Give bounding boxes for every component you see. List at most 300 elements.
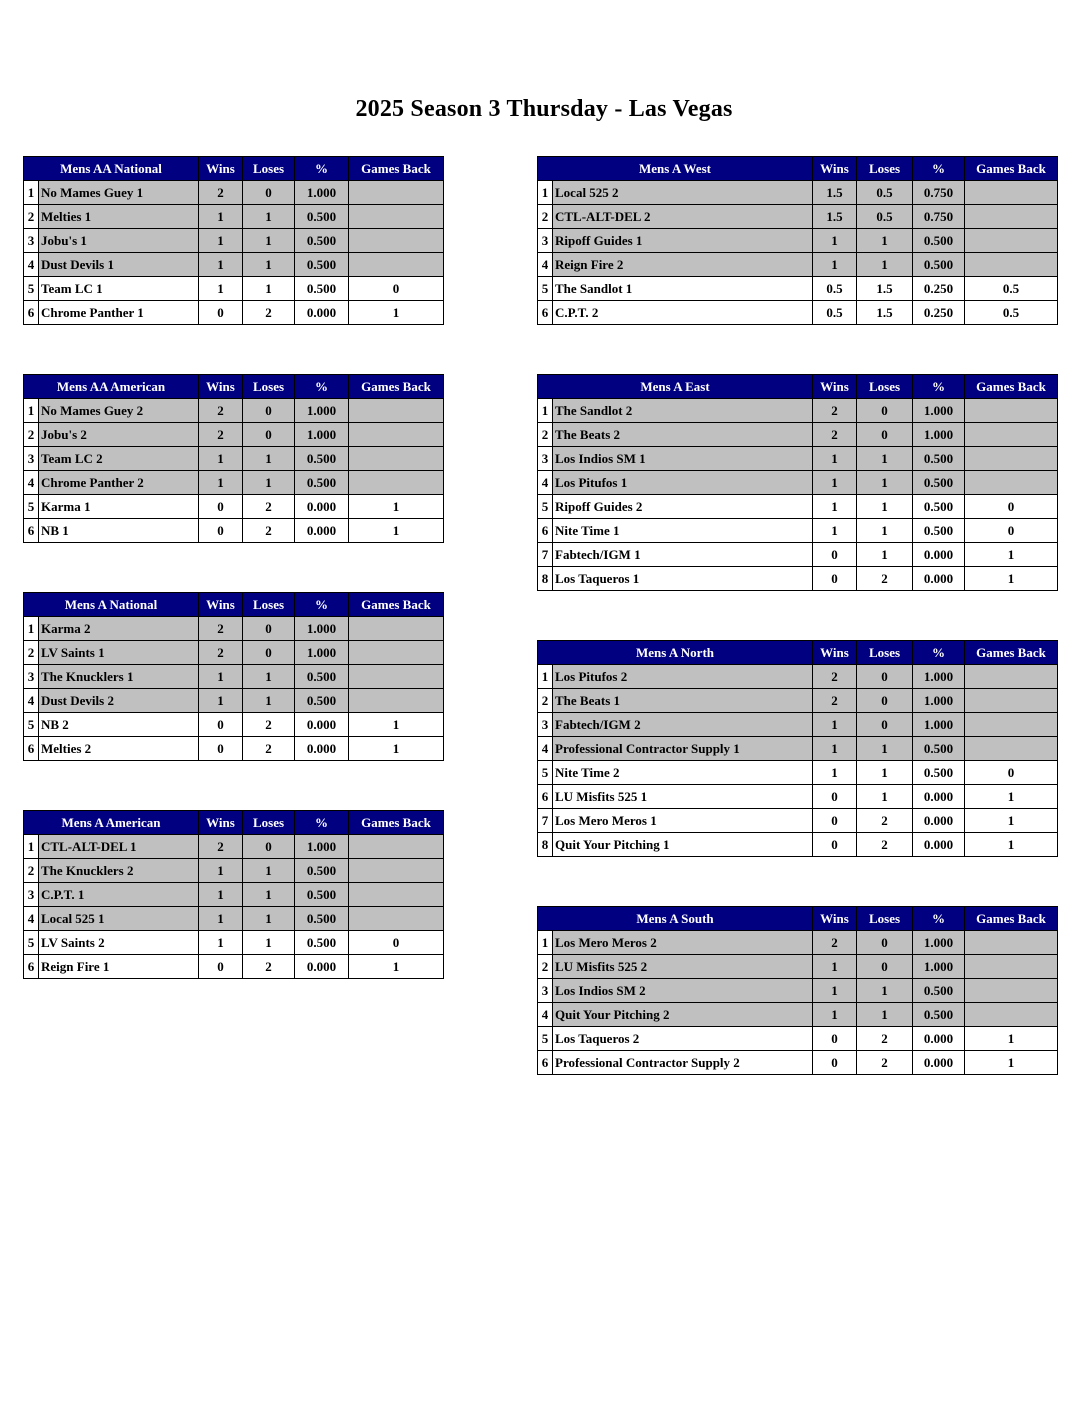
pct-cell: 0.000	[295, 495, 349, 519]
team-row	[538, 785, 1058, 809]
games-back-cell	[349, 641, 444, 665]
team-name-cell: The Knucklers 1	[39, 665, 199, 689]
games-back-cell: 1	[349, 495, 444, 519]
games-back-cell: 0	[965, 495, 1058, 519]
pct-cell: 1.000	[295, 617, 349, 641]
team-row	[24, 641, 444, 665]
pct-column-header: %	[295, 375, 349, 399]
wins-column-header: Wins	[199, 593, 243, 617]
games-back-cell	[349, 689, 444, 713]
loses-cell: 0	[857, 399, 913, 423]
team-name-cell: Karma 2	[39, 617, 199, 641]
games-back-cell	[349, 205, 444, 229]
games-back-cell: 0	[965, 519, 1058, 543]
games-back-column-header: Games Back	[965, 157, 1058, 181]
wins-column-header: Wins	[813, 641, 857, 665]
standings-table-mens-aa-national	[23, 156, 444, 325]
wins-cell: 0	[199, 737, 243, 761]
team-row	[538, 495, 1058, 519]
tables-layout	[23, 156, 1088, 1124]
pct-cell: 1.000	[295, 181, 349, 205]
games-back-cell	[349, 471, 444, 495]
pct-column-header: %	[913, 907, 965, 931]
team-name-cell: Quit Your Pitching 1	[553, 833, 813, 857]
team-row	[24, 495, 444, 519]
wins-column-header: Wins	[813, 157, 857, 181]
team-row	[24, 253, 444, 277]
loses-cell: 1	[857, 519, 913, 543]
team-row	[538, 519, 1058, 543]
wins-cell: 1	[199, 205, 243, 229]
pct-column-header: %	[295, 593, 349, 617]
loses-cell: 0	[243, 835, 295, 859]
rank-cell: 3	[538, 229, 553, 253]
rank-cell: 5	[538, 277, 553, 301]
pct-cell: 0.500	[913, 471, 965, 495]
team-name-cell: CTL-ALT-DEL 2	[553, 205, 813, 229]
rank-cell: 4	[538, 737, 553, 761]
team-row	[538, 301, 1058, 325]
games-back-column-header: Games Back	[965, 641, 1058, 665]
header-row	[538, 375, 1058, 399]
wins-cell: 1	[199, 689, 243, 713]
team-row	[24, 205, 444, 229]
team-name-cell: Dust Devils 2	[39, 689, 199, 713]
wins-cell: 0	[199, 495, 243, 519]
rank-cell: 5	[24, 931, 39, 955]
games-back-column-header: Games Back	[965, 375, 1058, 399]
wins-cell: 1	[813, 713, 857, 737]
pct-cell: 1.000	[913, 689, 965, 713]
games-back-cell	[965, 665, 1058, 689]
team-row	[538, 979, 1058, 1003]
rank-cell: 8	[538, 567, 553, 591]
pct-cell: 1.000	[913, 423, 965, 447]
pct-cell: 0.000	[295, 955, 349, 979]
rank-cell: 1	[538, 399, 553, 423]
pct-cell: 0.500	[295, 447, 349, 471]
loses-cell: 2	[243, 301, 295, 325]
games-back-cell: 1	[965, 809, 1058, 833]
wins-cell: 0	[813, 785, 857, 809]
pct-cell: 0.500	[295, 883, 349, 907]
pct-cell: 0.500	[295, 665, 349, 689]
pct-cell: 0.000	[913, 567, 965, 591]
loses-cell: 1	[857, 737, 913, 761]
wins-column-header: Wins	[199, 811, 243, 835]
team-row	[24, 617, 444, 641]
wins-cell: 1	[199, 277, 243, 301]
pct-cell: 0.500	[913, 495, 965, 519]
team-row	[538, 423, 1058, 447]
wins-cell: 1	[813, 761, 857, 785]
games-back-cell: 1	[965, 1027, 1058, 1051]
games-back-cell	[965, 205, 1058, 229]
games-back-cell: 1	[965, 543, 1058, 567]
loses-cell: 1	[857, 253, 913, 277]
rank-cell: 6	[24, 301, 39, 325]
team-name-cell: Reign Fire 2	[553, 253, 813, 277]
loses-column-header: Loses	[243, 811, 295, 835]
team-row	[538, 737, 1058, 761]
pct-cell: 0.500	[913, 1003, 965, 1027]
games-back-cell: 1	[349, 737, 444, 761]
loses-column-header: Loses	[243, 593, 295, 617]
rank-cell: 1	[24, 835, 39, 859]
rank-cell: 2	[24, 641, 39, 665]
pct-cell: 0.000	[913, 1051, 965, 1075]
rank-cell: 3	[24, 883, 39, 907]
team-name-cell: Quit Your Pitching 2	[553, 1003, 813, 1027]
games-back-cell: 1	[965, 1051, 1058, 1075]
wins-cell: 1	[813, 229, 857, 253]
loses-cell: 0	[243, 399, 295, 423]
rank-cell: 6	[538, 519, 553, 543]
rank-cell: 1	[24, 399, 39, 423]
team-name-cell: LV Saints 2	[39, 931, 199, 955]
team-name-cell: LU Misfits 525 1	[553, 785, 813, 809]
pct-cell: 0.500	[295, 689, 349, 713]
wins-cell: 0	[813, 833, 857, 857]
pct-cell: 1.000	[295, 423, 349, 447]
rank-cell: 3	[24, 229, 39, 253]
team-name-cell: The Beats 2	[553, 423, 813, 447]
team-row	[538, 1027, 1058, 1051]
loses-cell: 2	[243, 955, 295, 979]
team-name-cell: Professional Contractor Supply 1	[553, 737, 813, 761]
games-back-cell: 0.5	[965, 301, 1058, 325]
rank-cell: 5	[24, 277, 39, 301]
games-back-cell	[349, 665, 444, 689]
loses-cell: 2	[857, 809, 913, 833]
loses-cell: 1	[857, 495, 913, 519]
pct-cell: 0.500	[913, 447, 965, 471]
team-row	[24, 665, 444, 689]
header-row	[24, 593, 444, 617]
rank-cell: 4	[24, 471, 39, 495]
rank-cell: 3	[24, 447, 39, 471]
team-row	[538, 833, 1058, 857]
rank-cell: 4	[538, 1003, 553, 1027]
rank-cell: 3	[24, 665, 39, 689]
pct-cell: 0.000	[913, 543, 965, 567]
pct-cell: 0.000	[295, 519, 349, 543]
loses-cell: 1	[857, 1003, 913, 1027]
team-row	[24, 519, 444, 543]
loses-cell: 2	[857, 1027, 913, 1051]
team-name-cell: Jobu's 1	[39, 229, 199, 253]
pct-cell: 1.000	[913, 955, 965, 979]
loses-cell: 0	[243, 617, 295, 641]
team-name-cell: Los Mero Meros 1	[553, 809, 813, 833]
standings-table-mens-a-south	[537, 906, 1058, 1075]
rank-cell: 7	[538, 543, 553, 567]
pct-cell: 1.000	[913, 713, 965, 737]
rank-cell: 1	[24, 181, 39, 205]
pct-cell: 0.750	[913, 205, 965, 229]
header-row	[538, 907, 1058, 931]
pct-cell: 0.500	[295, 253, 349, 277]
team-row	[24, 713, 444, 737]
loses-cell: 2	[243, 737, 295, 761]
rank-cell: 6	[24, 955, 39, 979]
games-back-cell	[965, 931, 1058, 955]
rank-cell: 4	[24, 689, 39, 713]
wins-cell: 1	[813, 471, 857, 495]
wins-cell: 2	[199, 399, 243, 423]
loses-cell: 1	[243, 205, 295, 229]
wins-cell: 0	[813, 567, 857, 591]
pct-cell: 0.500	[913, 979, 965, 1003]
team-row	[24, 737, 444, 761]
rank-cell: 6	[538, 785, 553, 809]
loses-column-header: Loses	[243, 375, 295, 399]
games-back-cell	[349, 447, 444, 471]
team-row	[538, 399, 1058, 423]
loses-cell: 1	[857, 761, 913, 785]
team-row	[538, 277, 1058, 301]
rank-cell: 7	[538, 809, 553, 833]
team-name-cell: Team LC 1	[39, 277, 199, 301]
rank-cell: 5	[538, 1027, 553, 1051]
team-name-cell: Chrome Panther 2	[39, 471, 199, 495]
team-name-cell: Los Taqueros 1	[553, 567, 813, 591]
standings-table-mens-a-west	[537, 156, 1058, 325]
games-back-cell	[349, 229, 444, 253]
wins-cell: 1	[813, 519, 857, 543]
rank-cell: 1	[538, 181, 553, 205]
games-back-cell	[349, 399, 444, 423]
wins-cell: 2	[813, 423, 857, 447]
pct-cell: 0.500	[295, 907, 349, 931]
pct-cell: 0.500	[913, 253, 965, 277]
wins-cell: 1	[199, 447, 243, 471]
loses-cell: 1	[243, 447, 295, 471]
team-row	[24, 399, 444, 423]
team-name-cell: Team LC 2	[39, 447, 199, 471]
team-name-cell: Karma 1	[39, 495, 199, 519]
team-row	[538, 955, 1058, 979]
pct-cell: 1.000	[295, 835, 349, 859]
standings-table-mens-a-north	[537, 640, 1058, 857]
loses-column-header: Loses	[857, 157, 913, 181]
games-back-cell	[349, 859, 444, 883]
pct-column-header: %	[913, 375, 965, 399]
wins-cell: 2	[199, 835, 243, 859]
rank-cell: 2	[538, 689, 553, 713]
wins-cell: 2	[199, 641, 243, 665]
loses-cell: 0	[857, 931, 913, 955]
wins-cell: 1	[813, 979, 857, 1003]
loses-cell: 0.5	[857, 181, 913, 205]
games-back-cell	[965, 689, 1058, 713]
rank-cell: 5	[24, 713, 39, 737]
team-row	[538, 181, 1058, 205]
team-name-cell: Melties 1	[39, 205, 199, 229]
games-back-cell	[965, 181, 1058, 205]
pct-cell: 0.000	[913, 809, 965, 833]
rank-cell: 1	[538, 665, 553, 689]
wins-cell: 1	[199, 907, 243, 931]
team-row	[24, 229, 444, 253]
games-back-cell	[349, 181, 444, 205]
games-back-cell	[349, 423, 444, 447]
header-row	[538, 641, 1058, 665]
team-name-cell: CTL-ALT-DEL 1	[39, 835, 199, 859]
wins-cell: 1	[813, 495, 857, 519]
loses-cell: 1	[243, 931, 295, 955]
loses-cell: 1	[857, 471, 913, 495]
rank-cell: 2	[538, 205, 553, 229]
pct-cell: 0.500	[295, 205, 349, 229]
team-row	[24, 883, 444, 907]
team-name-cell: Fabtech/IGM 1	[553, 543, 813, 567]
standings-table-mens-a-east	[537, 374, 1058, 591]
team-row	[24, 689, 444, 713]
team-row	[538, 543, 1058, 567]
loses-cell: 1	[243, 665, 295, 689]
pct-cell: 0.250	[913, 301, 965, 325]
games-back-cell	[965, 1003, 1058, 1027]
wins-cell: 2	[813, 931, 857, 955]
rank-cell: 6	[24, 519, 39, 543]
wins-cell: 1	[199, 665, 243, 689]
games-back-cell	[965, 229, 1058, 253]
team-row	[538, 253, 1058, 277]
rank-cell: 3	[538, 713, 553, 737]
team-name-cell: The Sandlot 2	[553, 399, 813, 423]
loses-cell: 1	[243, 859, 295, 883]
left-column	[23, 156, 443, 1028]
team-name-cell: Professional Contractor Supply 2	[553, 1051, 813, 1075]
pct-cell: 1.000	[295, 641, 349, 665]
team-row	[538, 471, 1058, 495]
pct-cell: 1.000	[913, 399, 965, 423]
games-back-cell: 1	[349, 955, 444, 979]
rank-cell: 3	[538, 447, 553, 471]
team-row	[24, 181, 444, 205]
loses-cell: 1.5	[857, 277, 913, 301]
games-back-cell	[965, 737, 1058, 761]
loses-cell: 1	[857, 447, 913, 471]
team-name-cell: Ripoff Guides 2	[553, 495, 813, 519]
wins-cell: 0	[813, 1027, 857, 1051]
team-name-cell: C.P.T. 2	[553, 301, 813, 325]
wins-cell: 0	[813, 1051, 857, 1075]
wins-column-header: Wins	[199, 375, 243, 399]
division-title: Mens A National	[24, 593, 199, 617]
wins-cell: 1	[199, 471, 243, 495]
team-name-cell: LU Misfits 525 2	[553, 955, 813, 979]
rank-cell: 2	[538, 955, 553, 979]
team-name-cell: Dust Devils 1	[39, 253, 199, 277]
pct-cell: 0.500	[295, 229, 349, 253]
loses-column-header: Loses	[857, 375, 913, 399]
loses-cell: 0.5	[857, 205, 913, 229]
wins-column-header: Wins	[813, 375, 857, 399]
loses-cell: 1	[243, 471, 295, 495]
pct-cell: 1.000	[913, 931, 965, 955]
right-column	[537, 156, 1057, 1124]
team-row	[538, 713, 1058, 737]
team-name-cell: Jobu's 2	[39, 423, 199, 447]
pct-cell: 0.000	[913, 1027, 965, 1051]
team-row	[538, 665, 1058, 689]
header-row	[24, 811, 444, 835]
loses-cell: 0	[243, 641, 295, 665]
pct-cell: 0.500	[913, 229, 965, 253]
pct-cell: 0.500	[295, 277, 349, 301]
team-row	[24, 423, 444, 447]
division-title: Mens AA National	[24, 157, 199, 181]
team-row	[24, 907, 444, 931]
team-row	[538, 205, 1058, 229]
games-back-cell: 1	[965, 567, 1058, 591]
games-back-cell	[349, 883, 444, 907]
team-row	[24, 955, 444, 979]
games-back-column-header: Games Back	[965, 907, 1058, 931]
team-name-cell: Los Pitufos 1	[553, 471, 813, 495]
page-title: 2025 Season 3 Thursday - Las Vegas	[355, 96, 733, 122]
pct-cell: 1.000	[913, 665, 965, 689]
wins-cell: 0	[199, 301, 243, 325]
team-name-cell: Nite Time 1	[553, 519, 813, 543]
loses-cell: 1	[243, 253, 295, 277]
rank-cell: 1	[538, 931, 553, 955]
loses-cell: 1	[857, 785, 913, 809]
team-name-cell: Los Mero Meros 2	[553, 931, 813, 955]
games-back-cell	[965, 955, 1058, 979]
wins-cell: 0	[199, 519, 243, 543]
team-name-cell: The Beats 1	[553, 689, 813, 713]
wins-cell: 2	[813, 689, 857, 713]
rank-cell: 6	[24, 737, 39, 761]
loses-cell: 0	[857, 689, 913, 713]
loses-cell: 1	[243, 277, 295, 301]
loses-cell: 0	[243, 181, 295, 205]
rank-cell: 2	[24, 859, 39, 883]
division-title: Mens A South	[538, 907, 813, 931]
loses-cell: 2	[243, 495, 295, 519]
rank-cell: 4	[24, 907, 39, 931]
team-row	[538, 1003, 1058, 1027]
games-back-cell	[965, 713, 1058, 737]
wins-cell: 1	[813, 253, 857, 277]
pct-cell: 0.000	[913, 833, 965, 857]
games-back-cell	[965, 447, 1058, 471]
team-name-cell: The Knucklers 2	[39, 859, 199, 883]
pct-column-header: %	[913, 157, 965, 181]
team-name-cell: Los Indios SM 1	[553, 447, 813, 471]
team-name-cell: Fabtech/IGM 2	[553, 713, 813, 737]
header-row	[24, 157, 444, 181]
rank-cell: 5	[538, 495, 553, 519]
games-back-cell	[349, 835, 444, 859]
wins-cell: 1	[199, 229, 243, 253]
standings-table-mens-a-national	[23, 592, 444, 761]
wins-cell: 1	[199, 931, 243, 955]
loses-cell: 0	[857, 423, 913, 447]
games-back-cell: 1	[349, 301, 444, 325]
team-row	[24, 859, 444, 883]
games-back-cell: 1	[965, 833, 1058, 857]
team-name-cell: Ripoff Guides 1	[553, 229, 813, 253]
wins-cell: 1	[199, 883, 243, 907]
wins-cell: 0	[199, 955, 243, 979]
games-back-cell: 1	[349, 519, 444, 543]
loses-cell: 1	[243, 229, 295, 253]
pct-cell: 0.750	[913, 181, 965, 205]
